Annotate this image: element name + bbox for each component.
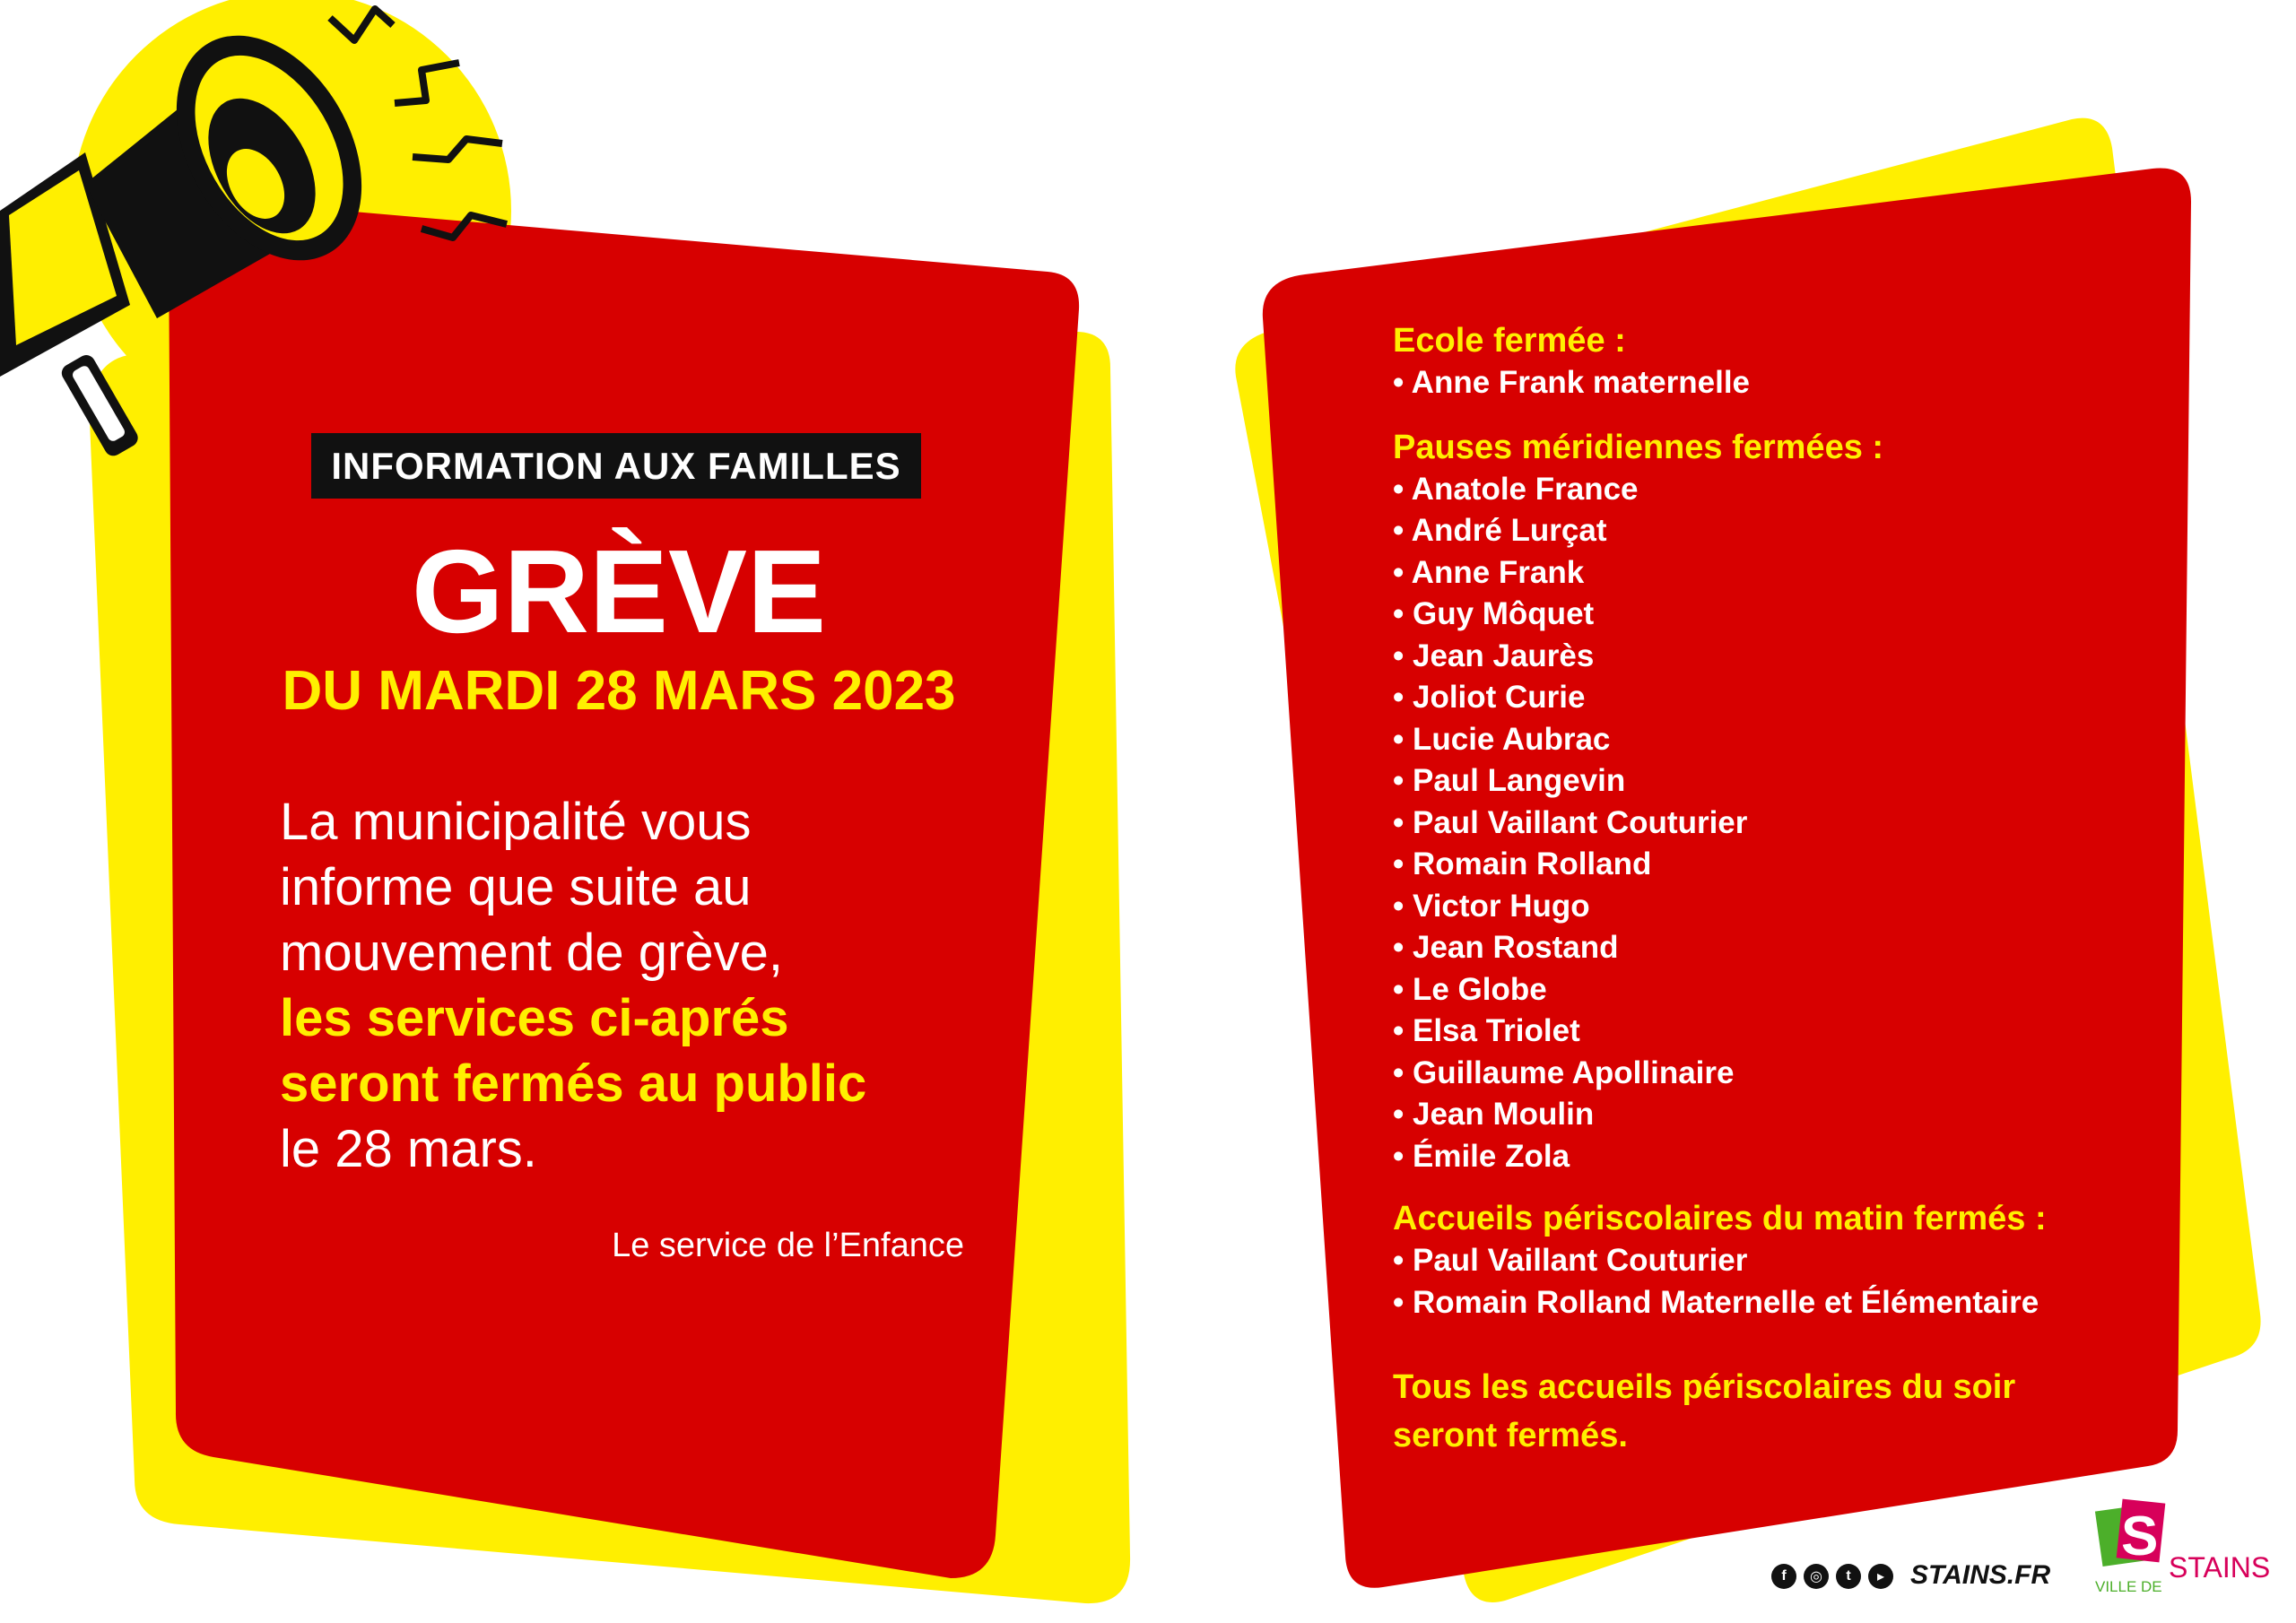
intro-highlight-line: seront fermés au public <box>280 1055 867 1113</box>
logo-prefix: VILLE DE <box>2095 1578 2162 1595</box>
list-item: • Romain Rolland Maternelle et Élémentaire <box>1393 1284 2039 1320</box>
intro-line: informe que suite au <box>280 858 752 916</box>
list-item: • Paul Langevin <box>1393 763 1626 798</box>
list-item: • Guy Môquet <box>1393 596 1595 631</box>
list-item: • André Lurçat <box>1393 513 1607 548</box>
list-item: • Paul Vaillant Couturier <box>1393 804 1748 840</box>
list-item: • Joliot Curie <box>1393 680 1586 715</box>
signature: Le service de l’Enfance <box>612 1227 964 1264</box>
list-item: • Romain Rolland <box>1393 846 1652 881</box>
instagram-icon[interactable]: ◎ <box>1804 1564 1829 1589</box>
list-item: • Jean Rostand <box>1393 930 1619 965</box>
list-item: • Jean Moulin <box>1393 1097 1595 1132</box>
strike-date: DU MARDI 28 MARS 2023 <box>282 660 956 722</box>
logo-letter: S <box>2121 1506 2159 1567</box>
twitter-icon[interactable]: t <box>1836 1564 1861 1589</box>
school-closed-heading: Ecole fermée : <box>1393 322 1626 360</box>
intro-line: mouvement de grève, <box>280 924 783 982</box>
list-item: • Anne Frank maternelle <box>1393 365 1751 400</box>
logo-name: STAINS <box>2169 1551 2271 1584</box>
social-icons <box>1771 1564 1893 1589</box>
list-item: • Victor Hugo <box>1393 888 1590 924</box>
list-item: • Paul Vaillant Couturier <box>1393 1243 1748 1278</box>
youtube-icon[interactable]: ▸ <box>1868 1564 1893 1589</box>
list-item: • Émile Zola <box>1393 1138 1570 1174</box>
strike-title: GRÈVE <box>411 525 827 657</box>
intro-highlight-line: les services ci-aprés <box>280 989 789 1047</box>
list-item: • Elsa Triolet <box>1393 1013 1580 1048</box>
lunch-breaks-heading: Pauses méridiennes fermées : <box>1393 428 1884 466</box>
intro-line: La municipalité vous <box>280 793 752 851</box>
closures-list <box>1393 319 2110 1460</box>
facebook-icon[interactable]: f <box>1771 1564 1796 1589</box>
evening-care-note: Tous les accueils périscolaires du soir <box>1393 1368 2016 1406</box>
list-item: • Anatole France <box>1393 471 1639 507</box>
list-item: • Le Globe <box>1393 971 1547 1007</box>
website-link[interactable]: STAINS.FR <box>1910 1560 2051 1590</box>
evening-care-note: seront fermés. <box>1393 1417 1628 1454</box>
list-item: • Lucie Aubrac <box>1393 721 1611 757</box>
list-item: • Anne Frank <box>1393 554 1585 590</box>
list-item: • Guillaume Apollinaire <box>1393 1055 1735 1090</box>
info-families-badge: INFORMATION AUX FAMILLES <box>311 433 921 499</box>
intro-paragraph <box>280 789 997 1182</box>
morning-care-heading: Accueils périscolaires du matin fermés : <box>1393 1200 2047 1237</box>
list-item: • Jean Jaurès <box>1393 638 1595 673</box>
intro-line: le 28 mars. <box>280 1120 537 1178</box>
